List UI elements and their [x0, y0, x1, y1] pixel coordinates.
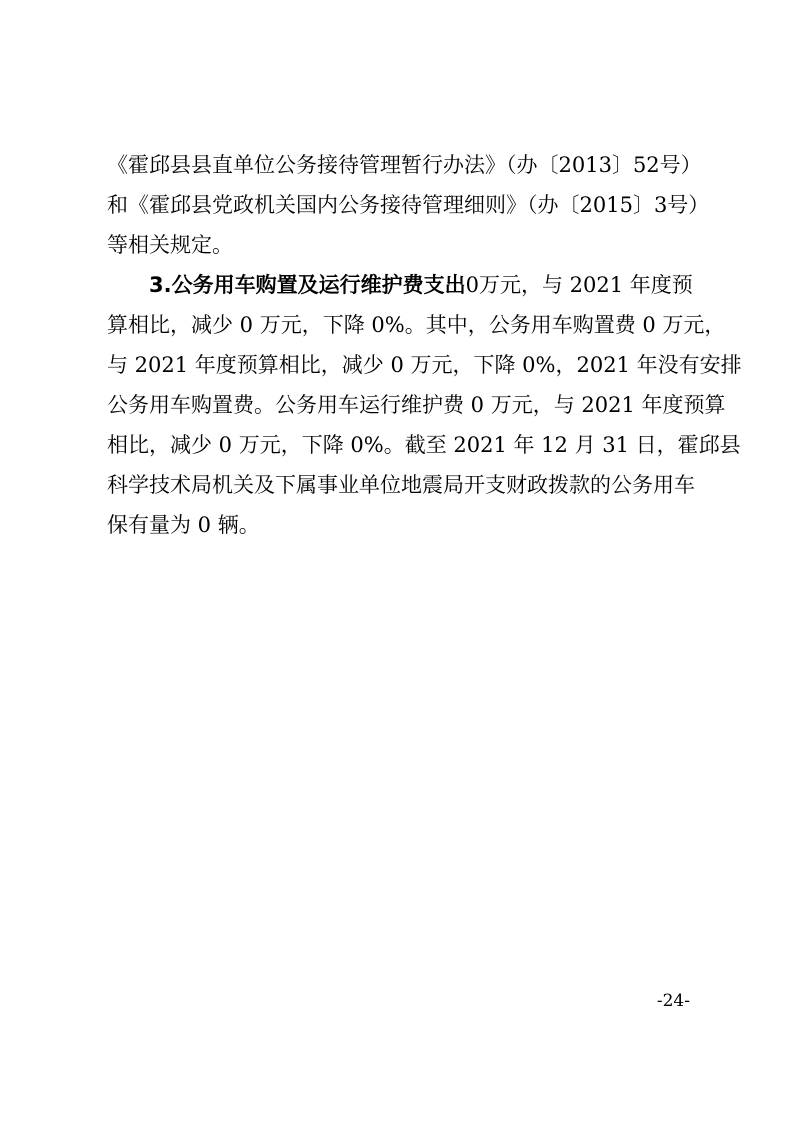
body-text-line: 和《霍邱县党政机关国内公务接待管理细则》（办〔2015〕3号）	[107, 193, 710, 217]
section-3-first-line	[107, 265, 691, 305]
body-text-line: 与 2021 年度预算相比，减少 0 万元，下降 0%，2021 年没有安排	[107, 353, 742, 377]
body-text-line: 保有量为 0 辆。	[107, 513, 260, 537]
page-number: -24-	[656, 991, 690, 1011]
body-text-line: 《霍邱县县直单位公务接待管理暂行办法》（办〔2013〕52号）	[107, 153, 702, 177]
body-text-line: 相比，减少 0 万元，下降 0%。截至 2021 年 12 月 31 日，霍邱县	[107, 433, 741, 457]
document-body	[107, 145, 742, 545]
body-text-line: 科学技术局机关及下属事业单位地震局开支财政拨款的公务用车	[107, 473, 695, 497]
section-3-first-line-text: 0万元，与 2021 年度预	[465, 273, 693, 297]
body-text-line: 等相关规定。	[107, 233, 233, 257]
section-3-heading: 3.公务用车购置及运行维护费支出	[149, 273, 466, 297]
body-text-line: 算相比，减少 0 万元，下降 0%。其中，公务用车购置费 0 万元，	[107, 313, 726, 337]
body-text-line: 公务用车购置费。公务用车运行维护费 0 万元，与 2021 年度预算	[107, 393, 726, 417]
